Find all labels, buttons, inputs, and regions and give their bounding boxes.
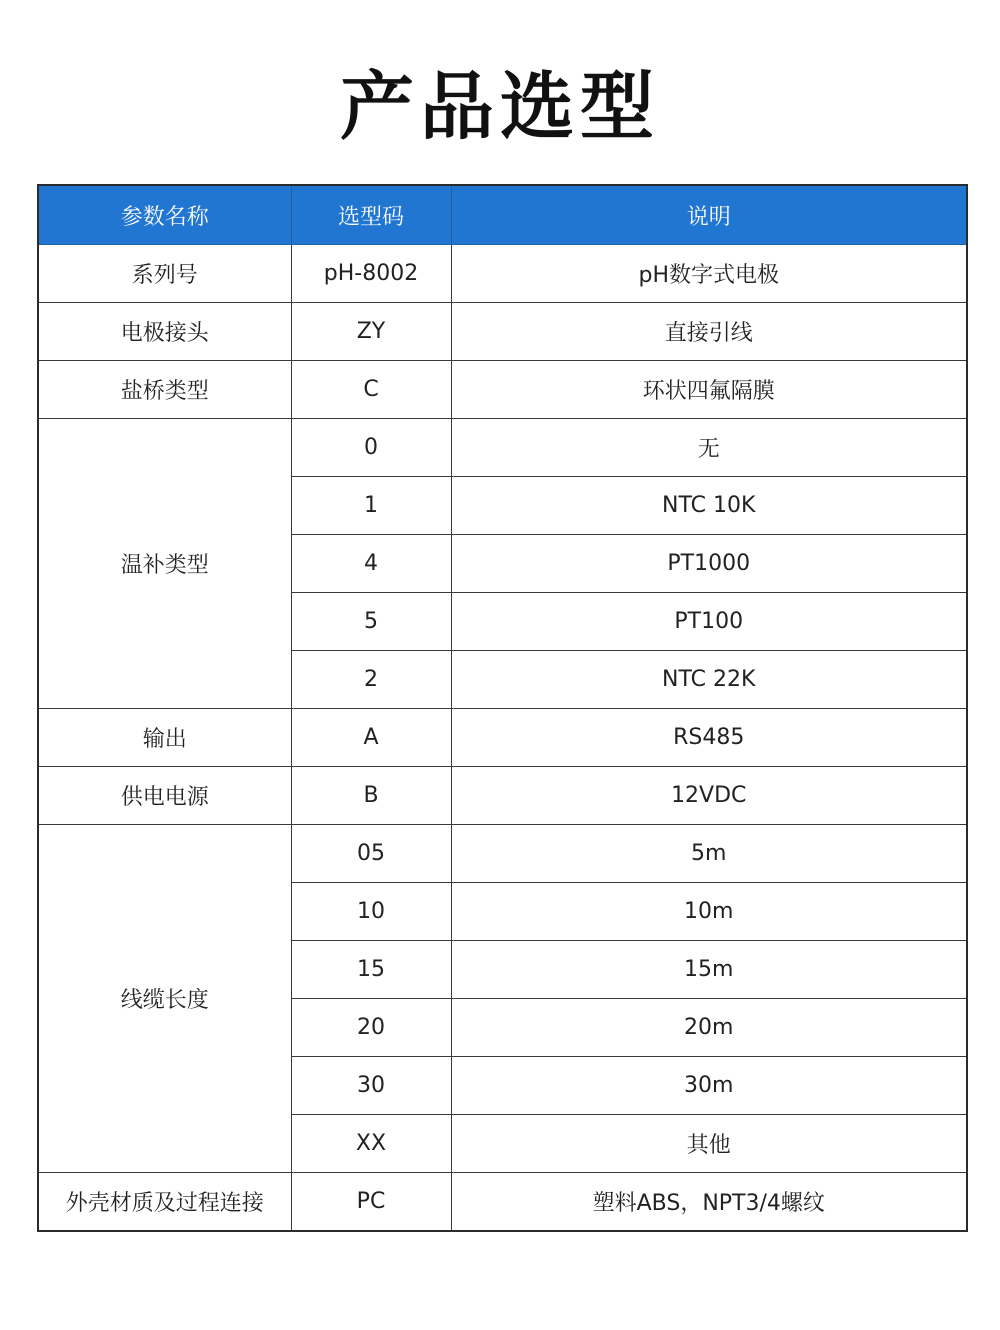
param-name-cell: 盐桥类型	[38, 361, 291, 419]
code-cell: A	[291, 709, 451, 767]
description-cell: 20m	[451, 999, 967, 1057]
code-cell: PC	[291, 1173, 451, 1232]
code-cell: B	[291, 767, 451, 825]
description-cell: 30m	[451, 1057, 967, 1115]
header-param-name: 参数名称	[38, 185, 291, 245]
code-cell: 0	[291, 419, 451, 477]
product-selection-table	[37, 184, 968, 1232]
code-cell: pH-8002	[291, 245, 451, 303]
description-cell: 其他	[451, 1115, 967, 1173]
param-name-cell: 线缆长度	[38, 825, 291, 1173]
description-cell: RS485	[451, 709, 967, 767]
table-row	[38, 709, 967, 767]
page-title: 产品选型	[340, 64, 660, 150]
description-cell: 塑料ABS，NPT3/4螺纹	[451, 1173, 967, 1232]
code-cell: 10	[291, 883, 451, 941]
param-name-cell: 供电电源	[38, 767, 291, 825]
table-row	[38, 767, 967, 825]
description-cell: PT100	[451, 593, 967, 651]
header-description: 说明	[451, 185, 967, 245]
table-header-row	[38, 185, 967, 245]
description-cell: 12VDC	[451, 767, 967, 825]
code-cell: ZY	[291, 303, 451, 361]
table-row	[38, 419, 967, 477]
code-cell: 5	[291, 593, 451, 651]
table-row	[38, 825, 967, 883]
code-cell: XX	[291, 1115, 451, 1173]
code-cell: 05	[291, 825, 451, 883]
description-cell: 5m	[451, 825, 967, 883]
param-name-cell: 外壳材质及过程连接	[38, 1173, 291, 1232]
param-name-cell: 温补类型	[38, 419, 291, 709]
table-row	[38, 303, 967, 361]
param-name-cell: 系列号	[38, 245, 291, 303]
code-cell: 1	[291, 477, 451, 535]
code-cell: 4	[291, 535, 451, 593]
header-selection-code: 选型码	[291, 185, 451, 245]
code-cell: C	[291, 361, 451, 419]
param-name-cell: 电极接头	[38, 303, 291, 361]
description-cell: 直接引线	[451, 303, 967, 361]
code-cell: 2	[291, 651, 451, 709]
description-cell: 10m	[451, 883, 967, 941]
code-cell: 30	[291, 1057, 451, 1115]
table-row	[38, 1173, 967, 1232]
description-cell: 15m	[451, 941, 967, 999]
param-name-cell: 输出	[38, 709, 291, 767]
table-row	[38, 361, 967, 419]
description-cell: pH数字式电极	[451, 245, 967, 303]
description-cell: NTC 10K	[451, 477, 967, 535]
code-cell: 15	[291, 941, 451, 999]
description-cell: 环状四氟隔膜	[451, 361, 967, 419]
description-cell: NTC 22K	[451, 651, 967, 709]
table-row	[38, 245, 967, 303]
description-cell: 无	[451, 419, 967, 477]
code-cell: 20	[291, 999, 451, 1057]
description-cell: PT1000	[451, 535, 967, 593]
